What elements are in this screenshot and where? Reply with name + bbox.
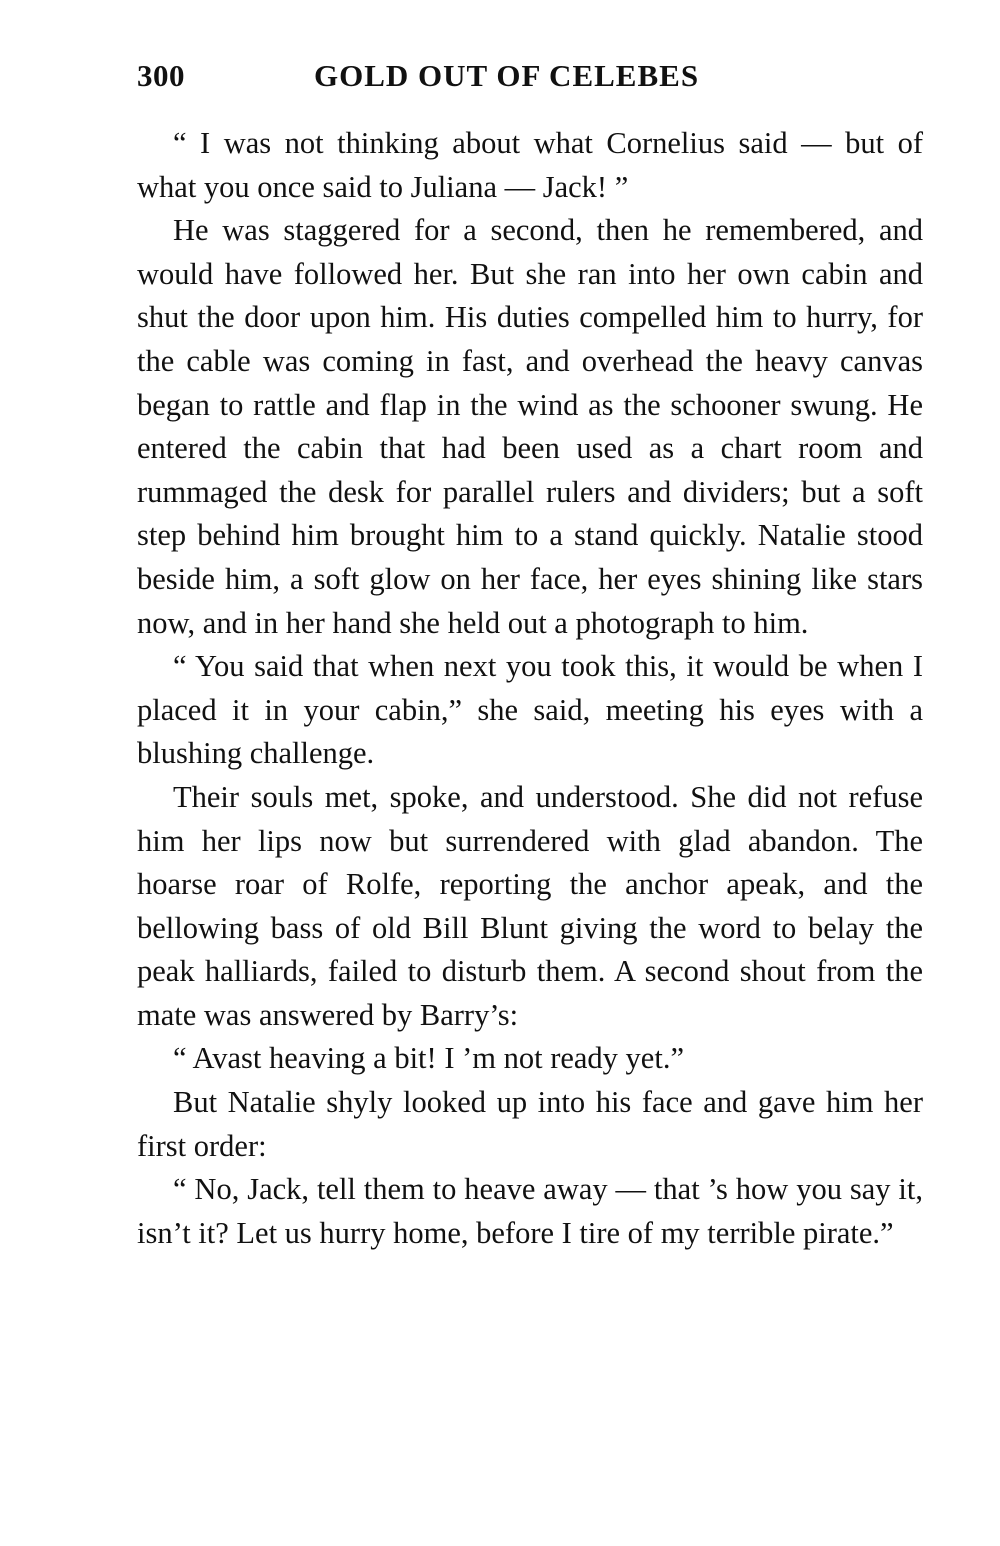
paragraph: But Natalie shyly looked up into his face and gave him her first order:	[137, 1085, 923, 1163]
paragraph: He was staggered for a second, then he remembered, and would have followed her. But she ran into her own cabin and shut the door upon him. His duties compelled him to hurry, for the cable was coming in fast, and overhead the heavy canvas began to rattle and flap in the wind as the schooner swung. He entered the cabin that had been used as a chart room and rummaged the desk for parallel rulers and dividers; but a soft step behind him brought him to a stand quickly. Natalie stood beside him, a soft glow on her face, her eyes shining like stars now, and in her hand she held out a photograph to him.	[137, 213, 923, 640]
book-page	[137, 58, 923, 1255]
body-text	[137, 122, 923, 1255]
paragraph: “ I was not thinking about what Cornelius said — but of what you once said to Juliana — Jack! ”	[137, 126, 923, 204]
book-title: GOLD OUT OF CELEBES	[314, 58, 700, 93]
paragraph: Their souls met, spoke, and understood. She did not refuse him her lips now but surrendered with glad abandon. The hoarse roar of Rolfe, reporting the anchor apeak, and the bellowing bass of old Bill Blunt giving the word to belay the peak halliards, failed to disturb them. A second shout from the mate was answered by Barry’s:	[137, 779, 923, 1032]
paragraph: “ No, Jack, tell them to heave away — that ’s how you say it, isn’t it? Let us hurry home, before I tire of my terrible pirate.”	[137, 1172, 923, 1250]
page-number: 300	[137, 58, 185, 93]
paragraph: “ Avast heaving a bit! I ’m not ready yet.”	[173, 1041, 684, 1076]
paragraph: “ You said that when next you took this, it would be when I placed it in your cabin,” she said, meeting his eyes with a blushing challenge.	[137, 649, 923, 771]
running-head	[137, 58, 923, 102]
